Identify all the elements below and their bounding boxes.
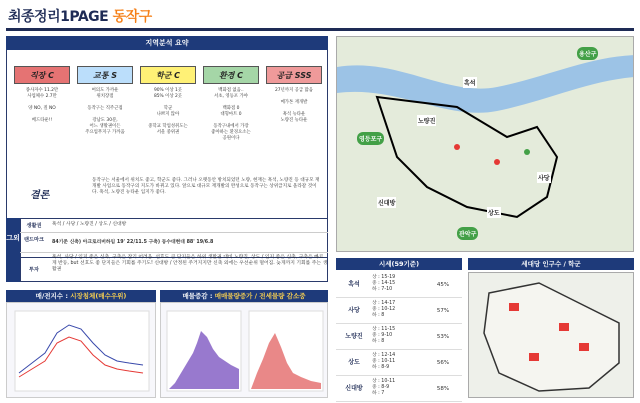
map-label-sadang: 사당 (537, 172, 551, 183)
category-note-line: 동작구는 직주근접 (87, 106, 123, 111)
category-note-line: 공원이다 (222, 136, 240, 141)
price-index-graph (7, 303, 157, 399)
category-note-line: 위치장점 (96, 94, 114, 99)
row-label-invest: 투자 (28, 267, 40, 273)
category-note-line: 좋아하는 환경요소는 (211, 130, 251, 135)
market-price-line: 상 : 14-17 (372, 301, 396, 306)
title-underline (6, 28, 634, 31)
category-header-0: 직장 C (14, 66, 70, 84)
conclusion-text: 동작구는 서울에서 위치도 좋고, 학군도 좋다. 그러나 오랫동안 방치되었던 노량, 현재는 흑석, 노량진 등 대규모 재개발 사업으로 동작구의 지도가 바뀌고 있다. 앞으로 대규모 재개발의 완성으로 동작구는 상위급지로 올라갈 것이다. 흑석, 노량진 뉴타운 입지가 좋다. (92, 178, 320, 196)
market-price-line: 상 : 12-14 (372, 353, 396, 358)
market-price-line: 하 : 7-10 (372, 287, 393, 293)
market-price-line: 상 : 15-19 (372, 275, 396, 280)
row-value-invest: 흑석, 사당 / 입지 좋은 신축, 구축은 잡기 어려움. 선호도 큰 단지들은 하위 생활권 대비 노량진, 상도 / 입지 좋은 신축, 구축은 빠르게 반등, but 선호도 좋 단지들은 기회를 주기도! 신대방 / 안정된 주거지지만 신축 외에는 우선순위 떨어짐. 늦게까지 기회를 주는 생활권 (52, 255, 328, 272)
category-note-line: 여의도 가까운 (91, 88, 119, 93)
market-price-line: 하 : 8-9 (372, 365, 390, 371)
summary-heading: 지역분석 요약 (6, 36, 328, 50)
map-label-heukseok: 흑석 (463, 77, 477, 88)
category-notes-4 (264, 88, 324, 168)
category-header-2: 학군 C (140, 66, 196, 84)
category-note-line: 양 NO, 질 NO (28, 106, 56, 111)
category-note-line: 대형마트 0 (220, 112, 242, 117)
category-note-line: 90% 이상 1곳 (153, 88, 183, 93)
market-area: 노량진 (336, 324, 372, 350)
price-index-chart (6, 302, 156, 398)
market-price-ranges (372, 376, 424, 402)
category-header-1: 교통 S (77, 66, 133, 84)
row-label-living: 생활권 (26, 223, 42, 229)
map-label-gwanak: 관악구 (457, 227, 478, 240)
category-note-line: 27년까지 공급 많음 (274, 88, 314, 93)
category-note-line: 학군 (163, 106, 173, 111)
category-note-line: 서초, 영등포 가야 (214, 94, 248, 99)
household-map (468, 272, 634, 398)
map-label-yongsan: 용산구 (577, 47, 598, 60)
market-jeonse-ratio: 56% (424, 350, 462, 376)
page-title: 최종정리1PAGE 동작구 (8, 9, 152, 25)
market-jeonse-ratio: 53% (424, 324, 462, 350)
category-notes-3 (201, 88, 261, 168)
category-note-line: 종사자수 11.2만 (25, 88, 59, 93)
market-price-line: 중 : 10-12 (372, 307, 396, 313)
category-note-line: 강남도 30분, (92, 118, 118, 123)
category-header-4: 공급 SSS (266, 66, 322, 84)
category-notes-0 (12, 88, 72, 168)
price-index-heading: 매/전지수 : 시장침체(매수우위) (6, 290, 156, 302)
category-note-line: 사업체수 2.7만 (27, 94, 57, 99)
category-header-3: 환경 C (203, 66, 259, 84)
district-map (336, 36, 634, 252)
market-price-line: 상 : 11-15 (372, 327, 396, 332)
market-jeonse-ratio: 45% (424, 272, 462, 298)
market-price-line: 중 : 9-10 (372, 333, 393, 339)
district-map-graphic (337, 37, 634, 252)
row-label-landmark: 랜드마크 (23, 237, 45, 243)
market-jeonse-ratio: 57% (424, 298, 462, 324)
market-area: 사당 (336, 298, 372, 324)
market-area: 신대방 (336, 376, 372, 402)
category-note-line: 노량진 뉴타운 (280, 118, 308, 123)
market-area: 흑석 (336, 272, 372, 298)
category-note-line: 메가톤 재개발 (280, 100, 308, 105)
category-note-line: 서울 중위권 (156, 130, 180, 135)
market-price-line: 상 : 10-11 (372, 379, 396, 384)
market-jeonse-ratio: 58% (424, 376, 462, 402)
category-notes-2 (138, 88, 198, 168)
category-note-line: 베드타운!! (31, 118, 53, 123)
market-price-ranges (372, 350, 424, 376)
map-label-yeongdeungpo: 영등포구 (357, 132, 384, 145)
row-value-living: 흑석 / 사당 / 노량진 / 상도 / 신대방 (52, 222, 127, 227)
market-price-line: 중 : 8-9 (372, 385, 390, 391)
market-price-line: 하 : 7 (372, 391, 385, 397)
category-note-line: 흑석 뉴타운 (282, 112, 306, 117)
household-map-graphic (469, 273, 634, 398)
market-price-line: 중 : 14-15 (372, 281, 396, 287)
map-label-noryangjin: 노량진 (417, 115, 436, 126)
row-value-landmark: 84기준 신축) 아크로리버하임 19' 22/11.5 구축) 동수대현대 88' 19/6.8 (52, 240, 214, 245)
map-label-sangdo: 상도 (487, 207, 501, 218)
conclusion-label: 결론 (30, 190, 50, 201)
listing-chart (160, 302, 328, 398)
category-notes-1 (75, 88, 135, 168)
market-price-ranges (372, 272, 424, 298)
category-note-line: 중학교 학업성취도는 (148, 124, 188, 129)
market-heading: 시세(59기준) (336, 258, 462, 270)
market-price-line: 하 : 8 (372, 339, 385, 345)
category-note-line: 나쁘지 않아 (156, 112, 180, 117)
category-note-line: 85% 이상 2곳 (153, 94, 183, 99)
market-price-ranges (372, 324, 424, 350)
market-price-ranges (372, 298, 424, 324)
category-note-line: 백화점 없음.. (218, 88, 244, 93)
category-note-line: 백화점 0 (222, 106, 240, 111)
divider (20, 252, 328, 253)
divider (20, 232, 328, 233)
listing-heading: 매물증감 : 매매물량증가 / 전세물량 감소중 (160, 290, 328, 302)
other-side-label: 그외 (6, 218, 20, 282)
category-note-line: 동작구내에서 가장 (213, 124, 249, 129)
category-note-line: 주요업무지구 가까움 (85, 130, 125, 135)
household-heading: 세대당 인구수 / 학군 (468, 258, 634, 270)
market-price-line: 하 : 8 (372, 313, 385, 319)
listing-graph (161, 303, 329, 399)
market-price-line: 중 : 10-11 (372, 359, 396, 365)
map-label-sindaebang: 신대방 (377, 197, 396, 208)
category-note-line: 어느 생활권이든 (89, 124, 121, 129)
market-area: 상도 (336, 350, 372, 376)
